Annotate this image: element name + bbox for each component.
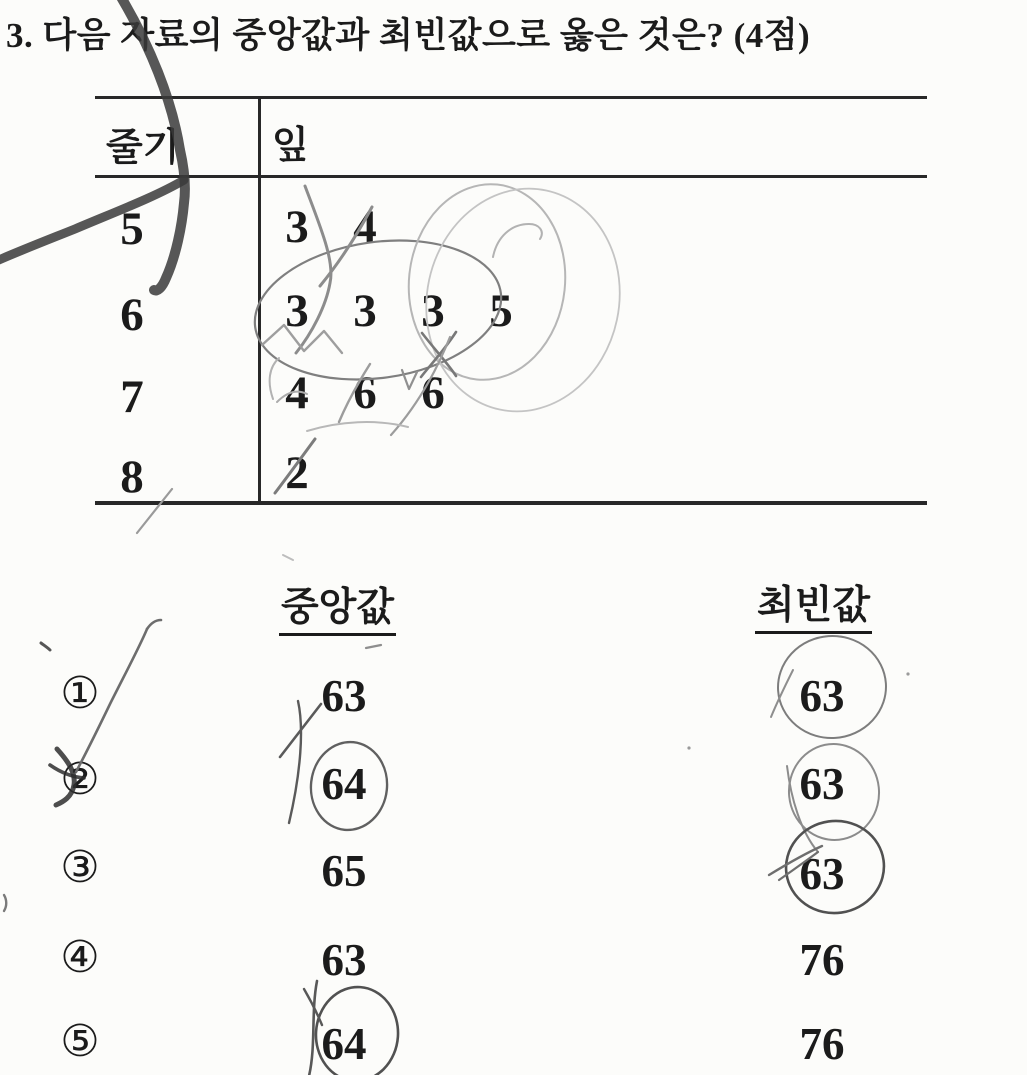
pencil-mark-arc xyxy=(270,358,279,399)
leaf-row xyxy=(282,284,554,338)
pencil-mark-tick xyxy=(366,645,381,648)
median-column-header: 중앙값 xyxy=(279,576,396,636)
leaf-value: 5 xyxy=(489,285,513,337)
leaf-value: 2 xyxy=(285,447,309,499)
choice-5-median: 64 xyxy=(321,1019,367,1069)
leaf-value: 6 xyxy=(353,367,377,419)
leaf-value: 4 xyxy=(353,201,377,253)
table-header-divider xyxy=(95,175,927,178)
choice-2-marker: ② xyxy=(60,754,100,805)
choice-3-median: 65 xyxy=(321,846,367,896)
question-text: 3. 다음 자료의 중앙값과 최빈값으로 옳은 것은? (4점) xyxy=(6,16,811,55)
mode-column-header: 최빈값 xyxy=(755,574,872,634)
pencil-speck xyxy=(687,746,690,749)
table-bottom-border xyxy=(95,501,927,505)
pencil-mark-apostrophe xyxy=(4,895,6,911)
pencil-mark-curve-hook xyxy=(147,620,161,629)
choice-4-median: 63 xyxy=(321,935,367,985)
leaf-column-header: 잎 xyxy=(272,125,309,167)
choice-5-mode: 76 xyxy=(799,1019,845,1069)
choice-1-mode: 63 xyxy=(799,671,845,721)
leaf-value: 3 xyxy=(285,285,309,337)
leaf-value: 3 xyxy=(421,285,445,337)
leaf-row xyxy=(282,200,418,254)
pencil-mark-hook xyxy=(493,224,542,257)
table-column-divider xyxy=(258,96,261,505)
stem-column-header: 줄기 xyxy=(106,127,180,169)
stem-value: 8 xyxy=(120,451,144,503)
choice-5-marker: ⑤ xyxy=(60,1016,100,1067)
pencil-mark-faint-circle xyxy=(399,176,575,387)
pencil-mark-speck xyxy=(283,555,293,560)
pencil-mark-slash xyxy=(771,670,793,717)
leaf-row xyxy=(282,366,486,420)
choice-2-mode: 63 xyxy=(799,759,845,809)
choice-4-mode: 76 xyxy=(799,935,845,985)
stem-value: 5 xyxy=(120,203,144,255)
choice-1-marker: ① xyxy=(60,668,100,719)
leaf-row xyxy=(282,446,350,500)
pencil-mark-arc xyxy=(307,422,408,431)
pencil-mark-stroke-median-64 xyxy=(289,701,301,823)
table-top-border xyxy=(95,96,927,99)
leaf-value: 3 xyxy=(285,201,309,253)
stem-value: 7 xyxy=(120,371,144,423)
choice-1-median: 63 xyxy=(321,671,367,721)
pencil-speck xyxy=(906,672,909,675)
choice-4-marker: ④ xyxy=(60,932,100,983)
pencil-mark-tick xyxy=(41,643,50,650)
leaf-value: 6 xyxy=(421,367,445,419)
choice-3-mode: 63 xyxy=(799,849,845,899)
leaf-value: 3 xyxy=(353,285,377,337)
choice-2-median: 64 xyxy=(321,759,367,809)
choice-3-marker: ③ xyxy=(60,842,100,893)
stem-value: 6 xyxy=(120,289,144,341)
leaf-value: 4 xyxy=(285,367,309,419)
pencil-mark-dark-arc-left-sweep xyxy=(0,180,184,263)
